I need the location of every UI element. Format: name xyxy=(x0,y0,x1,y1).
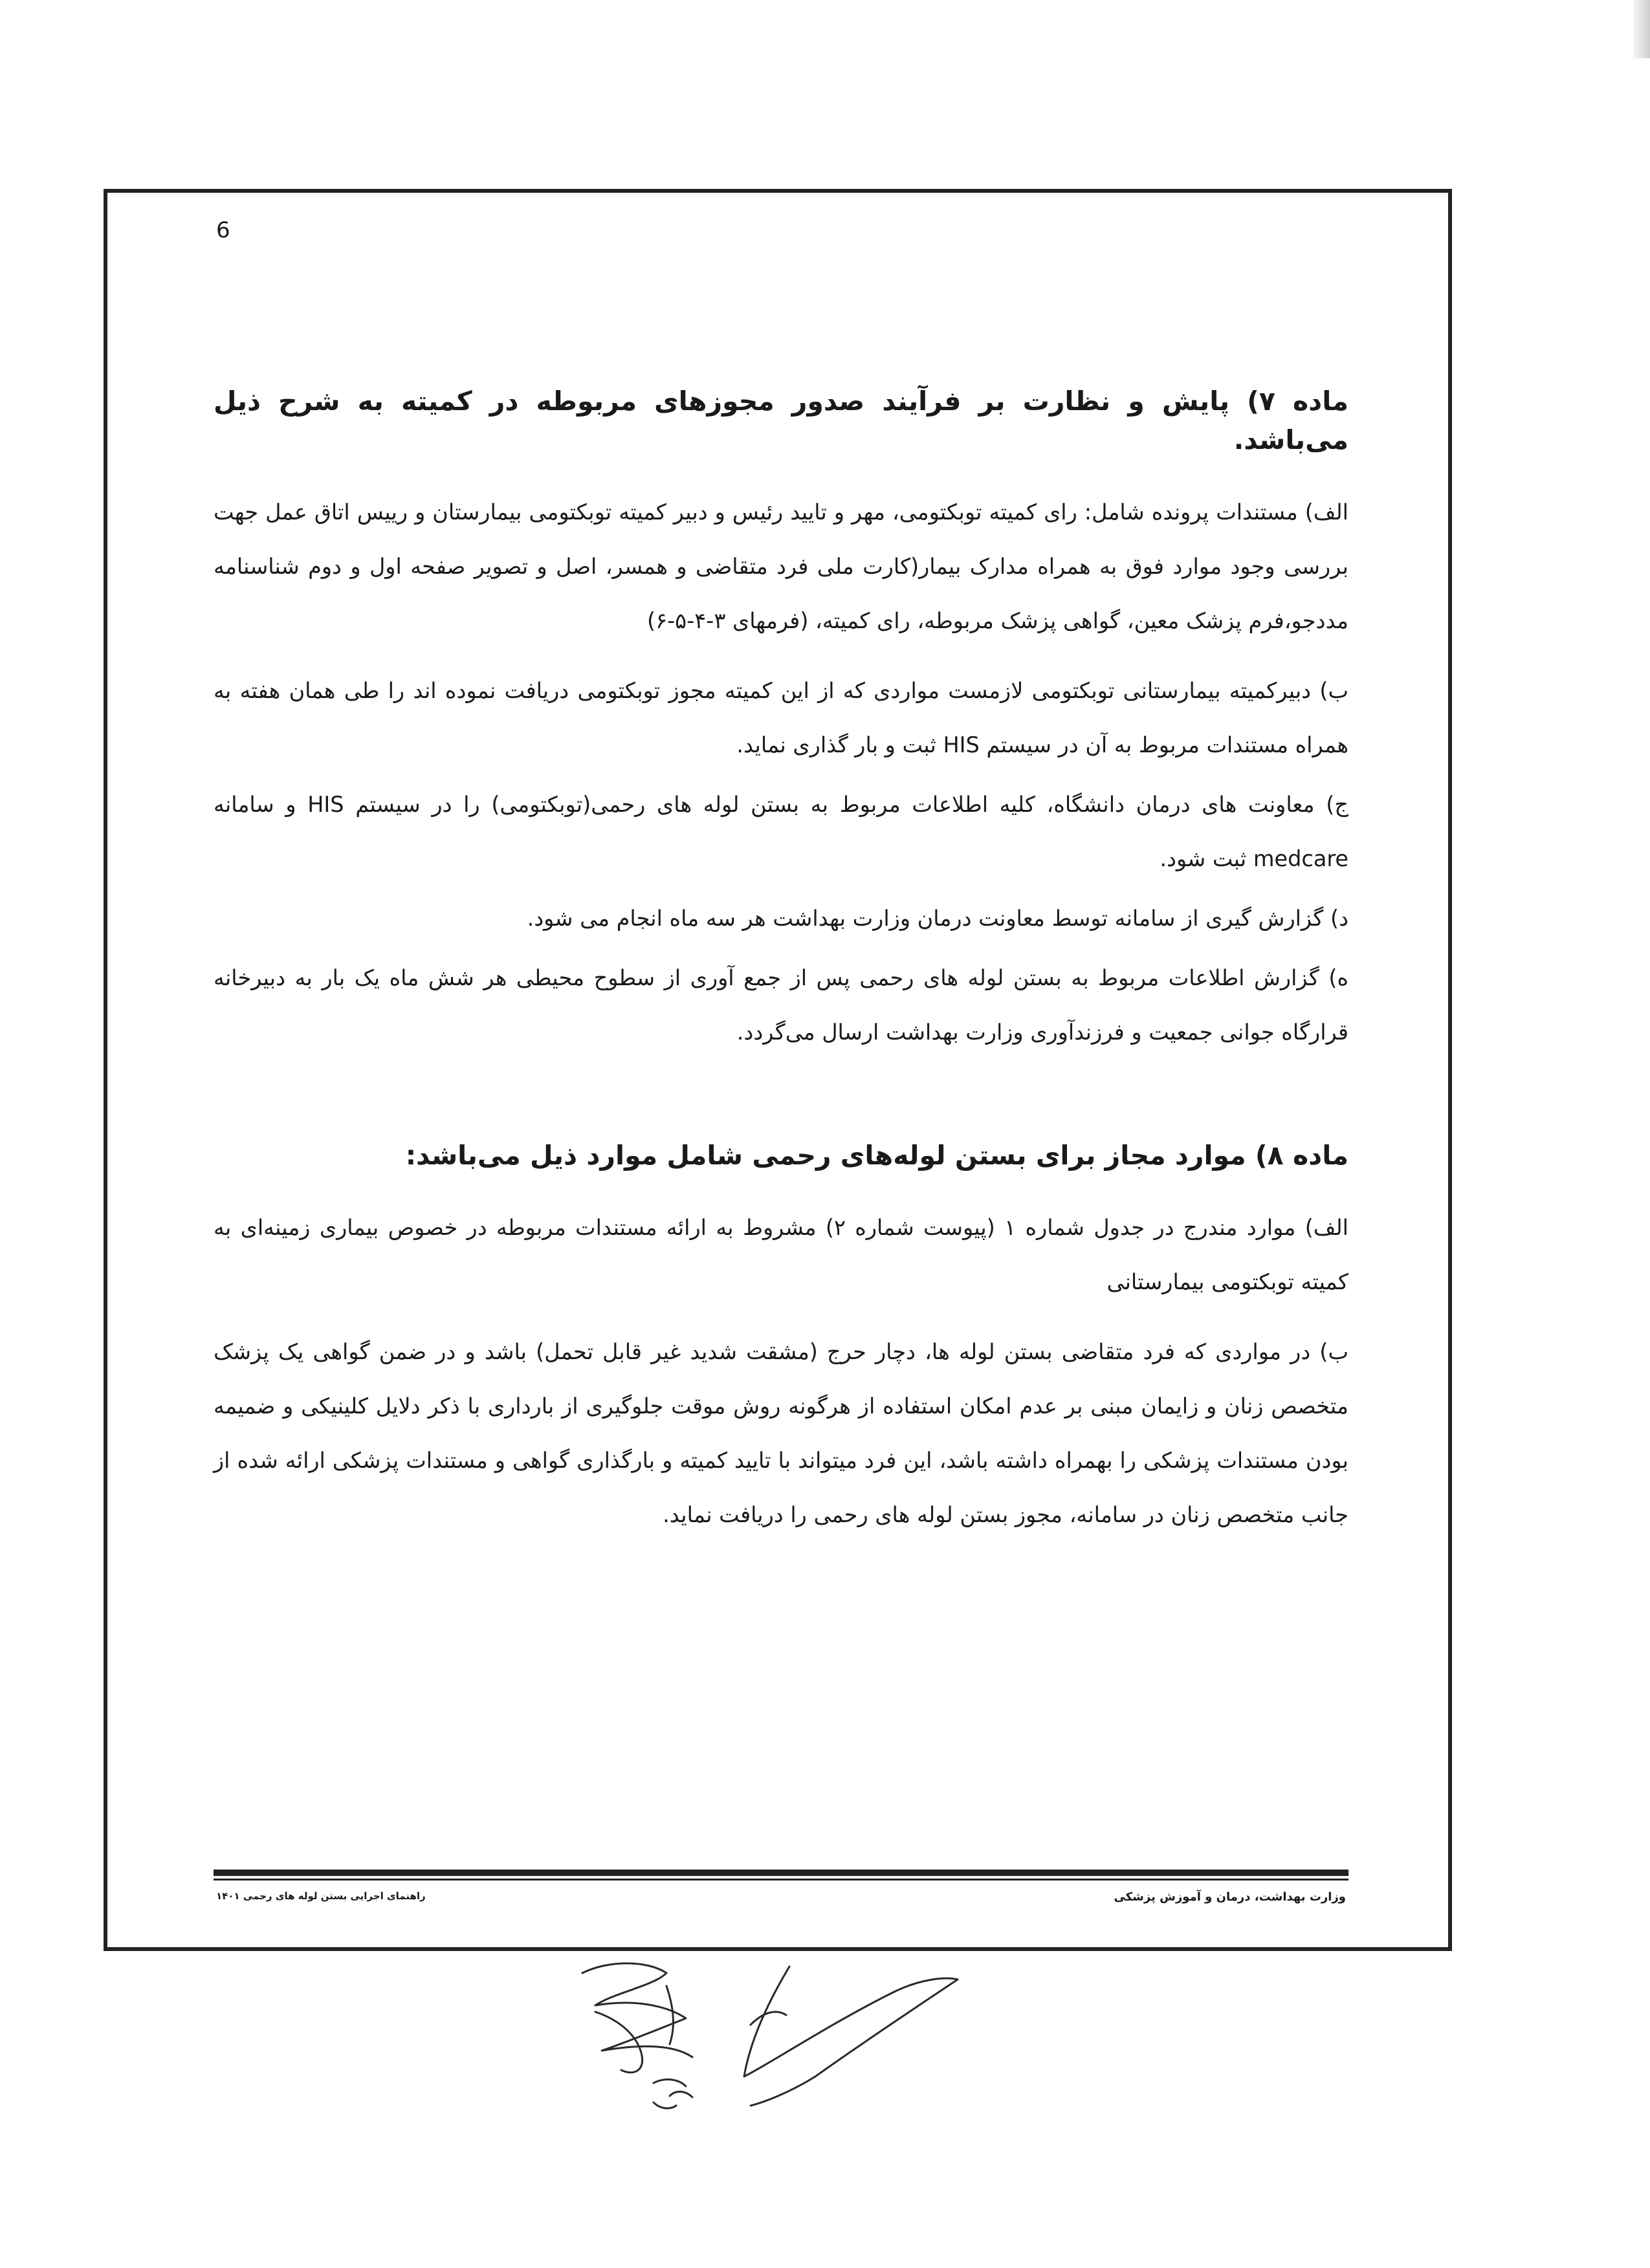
article-7-heading: ماده ۷) پایش و نظارت بر فرآیند صدور مجوزهای مربوطه در کمیته به شرح ذیل می‌باشد. xyxy=(214,386,1348,455)
handwritten-signature xyxy=(556,1947,971,2122)
article-7-clause-d: د) گزارش گیری از سامانه توسط معاونت درمان وزارت بهداشت هر سه ماه انجام می شود. xyxy=(527,906,1348,931)
article-7-clause-c: ج) معاونت های درمان دانشگاه، کلیه اطلاعات مربوط به بستن لوله های رحمی(توبکتومی) را در سیستم HIS و سامانه medcare ثبت شود. xyxy=(214,792,1348,871)
page-number: 6 xyxy=(216,217,230,243)
footer-guide-title: راهنمای اجرایی بستن لوله های رحمی ۱۴۰۱ xyxy=(216,1890,426,1902)
article-7-clause-e: ه) گزارش اطلاعات مربوط به بستن لوله های رحمی پس از جمع آوری از سطوح محیطی هر شش ماه یک بار به دبیرخانه قرارگاه جوانی جمعیت و فرزندآوری وزارت بهداشت ارسال می‌گردد. xyxy=(214,965,1348,1045)
article-7-clause-b: ب) دبیرکمیته بیمارستانی توبکتومی لازمست مواردی که از این کمیته مجوز توبکتومی دریافت نموده اند را طی همان هفته به همراه مستندات مربوط به آن در سیستم HIS ثبت و بار گذاری نماید. xyxy=(214,678,1348,758)
footer-rule-thin xyxy=(214,1879,1348,1881)
article-8-clause-a: الف) موارد مندرج در جدول شماره ۱ (پیوست شماره ۲) مشروط به ارائه مستندات مربوطه در خصوص بیماری زمینه‌ای به کمیته توبکتومی بیمارستانی xyxy=(214,1215,1348,1294)
document-body xyxy=(214,382,1348,1542)
footer-rule xyxy=(214,1870,1348,1876)
scan-edge-shadow xyxy=(1633,0,1650,58)
article-8-heading: ماده ۸) موارد مجاز برای بستن لوله‌های رحمی شامل موارد ذیل می‌باشد: xyxy=(405,1140,1348,1171)
article-7-clause-a: الف) مستندات پرونده شامل: رای کمیته توبکتومی، مهر و تایید رئیس و دبیر کمیته توبکتومی بیمارستان و رییس اتاق عمل جهت بررسی وجود موارد فوق به همراه مدارک بیمار(کارت ملی فرد متقاضی و همسر، اصل و تصویر صفحه اول و دوم شناسنامه مددجو،فرم پزشک معین، گواهی پزشک مربوطه، رای کمیته، (فرمهای ۳-۴-۵-۶) xyxy=(214,499,1348,633)
footer-ministry-name: وزارت بهداشت، درمان و آموزش پزشکی xyxy=(1114,1890,1346,1904)
article-8-clause-b: ب) در مواردی که فرد متقاضی بستن لوله ها، دچار حرج (مشقت شدید غیر قابل تحمل) باشد و در ضمن گواهی یک پزشک متخصص زنان و زایمان مبنی بر عدم امکان استفاده از هرگونه روش موقت جلوگیری از بارداری با ذکر دلایل کلینیکی و ضمیمه بودن مستندات پزشکی را بهمراه داشته باشد، این فرد میتواند با تایید کمیته و بارگذاری گواهی و مستندات پزشکی ارائه شده از جانب متخصص زنان در سامانه، مجوز بستن لوله های رحمی را دریافت نماید. xyxy=(214,1339,1348,1527)
